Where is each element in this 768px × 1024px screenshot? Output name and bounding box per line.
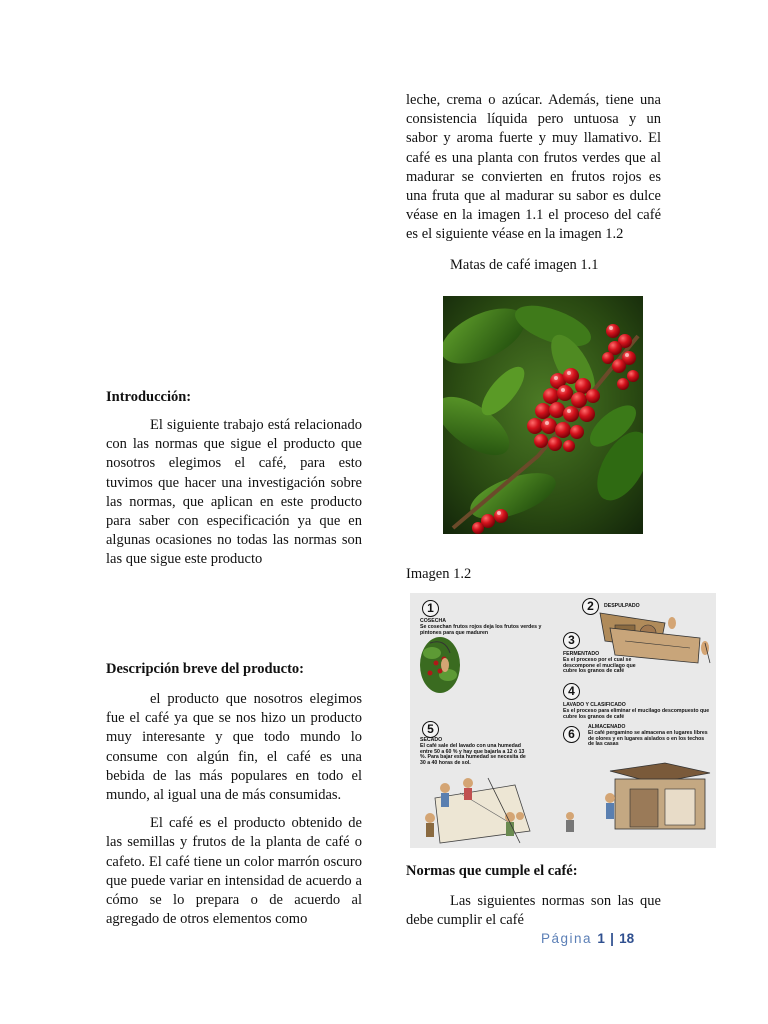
harvest-illustration <box>420 637 460 693</box>
step-number-4: 4 <box>563 683 580 700</box>
heading-introduction: Introducción: <box>106 389 192 405</box>
page-number: 1 <box>597 931 605 946</box>
description-section <box>106 660 362 929</box>
caption-image-1-2: Imagen 1.2 <box>406 566 472 582</box>
page-separator: | <box>610 931 614 946</box>
step-number-2: 2 <box>582 598 599 615</box>
heading-normas: Normas que cumple el café: <box>406 863 578 879</box>
paragraph-description-2: El café es el producto obtenido de las semillas y frutos de la planta de café o cafeto. El café tiene un color marrón oscuro que puede variar en intensidad de acuerdo a cómo se lo prepara o de acuerdo al agregado de otros elementos como <box>106 815 362 928</box>
step-5-text: SECADO El café sale del lavado con una humedad entre 50 a 60 % y hay que bajarla a 12 ó 13 %. Para bajar esta humedad se necesita de 30 a 40 horas de sol. <box>420 737 526 767</box>
step-number-5: 5 <box>422 721 439 738</box>
total-pages: 18 <box>619 931 635 946</box>
step-3-text: FERMENTADO Es el proceso por el cual se descompone el mucilago que cubre los granos de café <box>563 651 636 675</box>
step-6-text: ALMACENADO El café pergamino se almacena en lugares libres de olores y en lugares aislados o en los techos de las casas <box>588 724 708 748</box>
normas-section <box>406 862 661 930</box>
heading-description: Descripción breve del producto: <box>106 661 305 677</box>
step-4-text: LAVADO Y CLASIFICADO Es el proceso para eliminar el mucilago descompuesto que cubre los granos de café <box>563 702 710 720</box>
caption-image-1-1: Matas de café imagen 1.1 <box>450 257 599 273</box>
paragraph-description-1: el producto que nosotros elegimos fue el café ya que se nos hizo un producto muy interesante y que todo mundo lo consume con algún fin, el café es una bebida de las más populares en todo el mundo, al igual una de más consumidas. <box>106 691 362 804</box>
paragraph-coffee-description: leche, crema o azúcar. Además, tiene una consistencia líquida pero untuosa y un sabor y aroma fuerte y muy llamativo. El café es una planta con frutos verdes que al madurar se convierten en frutos rojos es una fruta que al madurar su sabor es dulce véase en la imagen 1.1 el proceso del café es el siguiente véase en la imagen 1.2 <box>406 92 661 243</box>
coffee-plant-photo <box>443 296 643 534</box>
introduction-section <box>106 388 362 570</box>
step-2-title: DESPULPADO <box>604 603 640 609</box>
step-1-text: COSECHA Se cosechan frutos rojos deja los frutos verdes y pintones para que maduren <box>420 618 542 636</box>
step-number-3: 3 <box>563 632 580 649</box>
paragraph-normas: Las siguientes normas son las que debe cumplir el café <box>406 893 661 929</box>
drying-illustration <box>425 778 530 843</box>
coffee-process-diagram <box>410 593 716 848</box>
paragraph-introduction: El siguiente trabajo está relacionado con las normas que sigue el producto que nosotros elegimos el café, para esto tuvimos que hacer una investigación sobre las normas, que aplican en este producto para saber con especificación ya que en algunas ocasiones no todas las normas son las que sigue este producto <box>106 417 362 568</box>
storage-illustration <box>516 763 710 832</box>
page-word: Página <box>541 931 593 946</box>
step-number-6: 6 <box>563 726 580 743</box>
step-number-1: 1 <box>422 600 439 617</box>
page-footer <box>541 931 634 946</box>
right-column-top <box>406 91 661 245</box>
